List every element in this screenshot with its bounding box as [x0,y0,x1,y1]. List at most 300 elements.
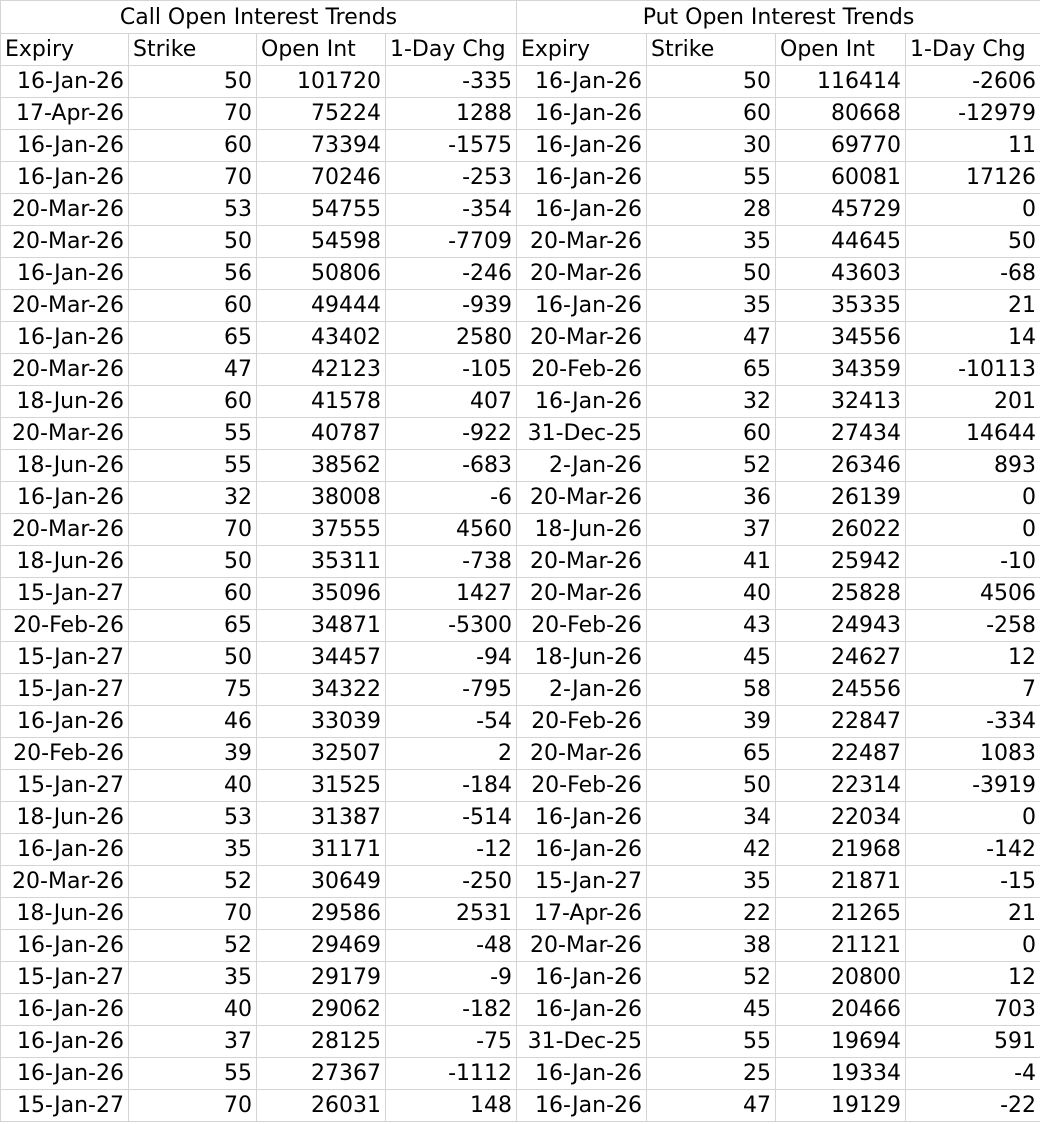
call-open-int-cell[interactable]: 34322 [257,674,386,706]
put-strike-cell[interactable]: 55 [647,162,776,194]
put-strike-cell[interactable]: 34 [647,802,776,834]
call-strike-cell[interactable]: 47 [129,354,257,386]
put-expiry-cell[interactable]: 16-Jan-26 [517,66,647,98]
call-strike-cell[interactable]: 32 [129,482,257,514]
call-strike-cell[interactable]: 65 [129,610,257,642]
put-open-int-cell[interactable]: 19694 [776,1026,906,1058]
call-expiry-cell[interactable]: 15-Jan-27 [1,674,129,706]
table-row [1,610,1040,642]
put-expiry-cell[interactable]: 16-Jan-26 [517,962,647,994]
put-expiry-header[interactable]: Expiry [517,34,647,66]
header-row [1,34,1040,66]
put-1day-chg-cell[interactable]: 17126 [906,162,1040,194]
put-expiry-cell[interactable]: 16-Jan-26 [517,98,647,130]
put-1day-chg-cell[interactable]: -15 [906,866,1040,898]
call-strike-cell[interactable]: 70 [129,98,257,130]
call-1day-chg-cell[interactable]: -335 [386,66,517,98]
table-row [1,66,1040,98]
put-open-int-cell[interactable]: 27434 [776,418,906,450]
put-1day-chg-cell[interactable]: -334 [906,706,1040,738]
put-open-int-cell[interactable]: 69770 [776,130,906,162]
call-open-int-cell[interactable]: 38562 [257,450,386,482]
call-1day-chg-cell[interactable]: -1575 [386,130,517,162]
call-strike-cell[interactable]: 60 [129,578,257,610]
call-open-int-cell[interactable]: 70246 [257,162,386,194]
call-open-int-cell[interactable]: 29062 [257,994,386,1026]
put-1day-chg-cell[interactable]: 7 [906,674,1040,706]
put-1day-chg-cell[interactable]: 1083 [906,738,1040,770]
call-1day-chg-cell[interactable]: 4560 [386,514,517,546]
put-1day-chg-cell[interactable]: -142 [906,834,1040,866]
call-strike-cell[interactable]: 35 [129,834,257,866]
table-row [1,642,1040,674]
call-strike-cell[interactable]: 70 [129,162,257,194]
put-expiry-cell[interactable]: 20-Feb-26 [517,770,647,802]
put-strike-cell[interactable]: 43 [647,610,776,642]
call-1day-chg-cell[interactable]: -54 [386,706,517,738]
call-1day-chg-cell[interactable]: -9 [386,962,517,994]
call-1day-chg-cell[interactable]: -939 [386,290,517,322]
call-open-int-cell[interactable]: 40787 [257,418,386,450]
put-open-int-cell[interactable]: 21871 [776,866,906,898]
put-open-int-cell[interactable]: 24556 [776,674,906,706]
put-strike-cell[interactable]: 25 [647,1058,776,1090]
call-expiry-cell[interactable]: 15-Jan-27 [1,770,129,802]
call-strike-cell[interactable]: 50 [129,642,257,674]
put-strike-cell[interactable]: 41 [647,546,776,578]
table-row [1,930,1040,962]
title-row [1,1,1040,34]
put-expiry-cell[interactable]: 18-Jun-26 [517,514,647,546]
put-expiry-cell[interactable]: 16-Jan-26 [517,834,647,866]
call-open-int-cell[interactable]: 34871 [257,610,386,642]
call-strike-cell[interactable]: 53 [129,194,257,226]
put-strike-cell[interactable]: 50 [647,258,776,290]
put-expiry-cell[interactable]: 20-Mar-26 [517,226,647,258]
put-strike-cell[interactable]: 65 [647,354,776,386]
call-expiry-cell[interactable]: 20-Mar-26 [1,514,129,546]
put-strike-cell[interactable]: 45 [647,642,776,674]
call-1day-chg-cell[interactable]: -250 [386,866,517,898]
put-open-int-cell[interactable]: 26022 [776,514,906,546]
table-row [1,162,1040,194]
put-open-int-cell[interactable]: 21121 [776,930,906,962]
table-row [1,418,1040,450]
call-1day-chg-header[interactable]: 1-Day Chg [386,34,517,66]
put-expiry-cell[interactable]: 20-Feb-26 [517,610,647,642]
call-expiry-cell[interactable]: 16-Jan-26 [1,834,129,866]
put-strike-cell[interactable]: 38 [647,930,776,962]
put-open-int-cell[interactable]: 24943 [776,610,906,642]
put-1day-chg-cell[interactable]: 50 [906,226,1040,258]
call-1day-chg-cell[interactable]: -354 [386,194,517,226]
call-expiry-cell[interactable]: 16-Jan-26 [1,930,129,962]
put-expiry-cell[interactable]: 20-Mar-26 [517,738,647,770]
put-strike-cell[interactable]: 58 [647,674,776,706]
call-open-int-cell[interactable]: 75224 [257,98,386,130]
table-row [1,898,1040,930]
put-strike-cell[interactable]: 36 [647,482,776,514]
put-expiry-cell[interactable]: 2-Jan-26 [517,450,647,482]
table-row [1,770,1040,802]
call-open-int-cell[interactable]: 101720 [257,66,386,98]
call-expiry-cell[interactable]: 16-Jan-26 [1,482,129,514]
call-expiry-cell[interactable]: 16-Jan-26 [1,706,129,738]
call-strike-cell[interactable]: 53 [129,802,257,834]
put-1day-chg-cell[interactable]: 0 [906,482,1040,514]
put-1day-chg-cell[interactable]: -10113 [906,354,1040,386]
put-strike-cell[interactable]: 47 [647,322,776,354]
call-1day-chg-cell[interactable]: -184 [386,770,517,802]
table-row [1,866,1040,898]
call-open-int-cell[interactable]: 27367 [257,1058,386,1090]
call-expiry-cell[interactable]: 16-Jan-26 [1,1026,129,1058]
call-1day-chg-cell[interactable]: -795 [386,674,517,706]
put-expiry-cell[interactable]: 31-Dec-25 [517,1026,647,1058]
call-1day-chg-cell[interactable]: 407 [386,386,517,418]
put-open-int-cell[interactable]: 43603 [776,258,906,290]
put-open-int-cell[interactable]: 22034 [776,802,906,834]
put-1day-chg-cell[interactable]: 0 [906,514,1040,546]
table-row [1,546,1040,578]
put-open-int-cell[interactable]: 20800 [776,962,906,994]
table-row [1,706,1040,738]
call-open-int-cell[interactable]: 43402 [257,322,386,354]
table-row [1,674,1040,706]
put-open-int-cell[interactable]: 44645 [776,226,906,258]
put-1day-chg-cell[interactable]: 0 [906,930,1040,962]
call-1day-chg-cell[interactable]: 1427 [386,578,517,610]
put-1day-chg-header[interactable]: 1-Day Chg [906,34,1040,66]
call-strike-cell[interactable]: 56 [129,258,257,290]
put-strike-cell[interactable]: 60 [647,418,776,450]
call-strike-cell[interactable]: 70 [129,1090,257,1122]
call-expiry-cell[interactable]: 20-Mar-26 [1,194,129,226]
table-row [1,1058,1040,1090]
put-open-int-cell[interactable]: 21968 [776,834,906,866]
call-1day-chg-cell[interactable]: -6 [386,482,517,514]
call-open-int-cell[interactable]: 32507 [257,738,386,770]
call-open-int-cell[interactable]: 35096 [257,578,386,610]
put-strike-cell[interactable]: 42 [647,834,776,866]
put-expiry-cell[interactable]: 16-Jan-26 [517,802,647,834]
put-strike-cell[interactable]: 39 [647,706,776,738]
call-expiry-cell[interactable]: 16-Jan-26 [1,130,129,162]
call-expiry-cell[interactable]: 20-Mar-26 [1,290,129,322]
put-open-int-cell[interactable]: 32413 [776,386,906,418]
put-expiry-cell[interactable]: 16-Jan-26 [517,162,647,194]
put-expiry-cell[interactable]: 20-Mar-26 [517,578,647,610]
call-1day-chg-cell[interactable]: -514 [386,802,517,834]
call-open-int-cell[interactable]: 41578 [257,386,386,418]
call-expiry-cell[interactable]: 18-Jun-26 [1,546,129,578]
call-expiry-cell[interactable]: 16-Jan-26 [1,66,129,98]
call-strike-cell[interactable]: 55 [129,450,257,482]
call-expiry-cell[interactable]: 18-Jun-26 [1,802,129,834]
put-1day-chg-cell[interactable]: 0 [906,194,1040,226]
call-open-int-cell[interactable]: 49444 [257,290,386,322]
call-strike-cell[interactable]: 52 [129,866,257,898]
table-row [1,802,1040,834]
put-1day-chg-cell[interactable]: 21 [906,898,1040,930]
call-strike-cell[interactable]: 60 [129,290,257,322]
call-strike-cell[interactable]: 40 [129,770,257,802]
put-1day-chg-cell[interactable]: 4506 [906,578,1040,610]
put-1day-chg-cell[interactable]: -4 [906,1058,1040,1090]
call-strike-cell[interactable]: 46 [129,706,257,738]
put-open-int-header[interactable]: Open Int [776,34,906,66]
call-expiry-cell[interactable]: 16-Jan-26 [1,1058,129,1090]
put-1day-chg-cell[interactable]: 12 [906,962,1040,994]
put-open-int-cell[interactable]: 19129 [776,1090,906,1122]
call-open-int-cell[interactable]: 50806 [257,258,386,290]
put-strike-cell[interactable]: 40 [647,578,776,610]
call-strike-cell[interactable]: 70 [129,514,257,546]
put-1day-chg-cell[interactable]: -12979 [906,98,1040,130]
put-expiry-cell[interactable]: 16-Jan-26 [517,1058,647,1090]
table-row [1,1026,1040,1058]
put-strike-cell[interactable]: 28 [647,194,776,226]
call-1day-chg-cell[interactable]: 1288 [386,98,517,130]
put-strike-cell[interactable]: 55 [647,1026,776,1058]
put-expiry-cell[interactable]: 20-Feb-26 [517,706,647,738]
table-row [1,578,1040,610]
put-1day-chg-cell[interactable]: -2606 [906,66,1040,98]
put-expiry-cell[interactable]: 16-Jan-26 [517,130,647,162]
call-open-int-cell[interactable]: 30649 [257,866,386,898]
call-strike-cell[interactable]: 50 [129,546,257,578]
call-1day-chg-cell[interactable]: -253 [386,162,517,194]
call-open-int-cell[interactable]: 54598 [257,226,386,258]
put-1day-chg-cell[interactable]: 14644 [906,418,1040,450]
put-open-int-cell[interactable]: 34556 [776,322,906,354]
call-expiry-cell[interactable]: 16-Jan-26 [1,994,129,1026]
put-1day-chg-cell[interactable]: 14 [906,322,1040,354]
call-1day-chg-cell[interactable]: 148 [386,1090,517,1122]
call-strike-cell[interactable]: 40 [129,994,257,1026]
call-open-int-cell[interactable]: 34457 [257,642,386,674]
call-expiry-cell[interactable]: 20-Mar-26 [1,418,129,450]
call-expiry-cell[interactable]: 16-Jan-26 [1,258,129,290]
call-open-int-cell[interactable]: 73394 [257,130,386,162]
table-row [1,738,1040,770]
call-1day-chg-cell[interactable]: -105 [386,354,517,386]
put-strike-cell[interactable]: 52 [647,962,776,994]
call-1day-chg-cell[interactable]: 2 [386,738,517,770]
put-1day-chg-cell[interactable]: 893 [906,450,1040,482]
call-expiry-cell[interactable]: 20-Feb-26 [1,738,129,770]
call-expiry-cell[interactable]: 16-Jan-26 [1,162,129,194]
put-strike-cell[interactable]: 30 [647,130,776,162]
put-open-int-cell[interactable]: 116414 [776,66,906,98]
put-strike-cell[interactable]: 47 [647,1090,776,1122]
call-expiry-cell[interactable]: 16-Jan-26 [1,322,129,354]
put-open-int-cell[interactable]: 60081 [776,162,906,194]
put-1day-chg-cell[interactable]: 703 [906,994,1040,1026]
put-1day-chg-cell[interactable]: 12 [906,642,1040,674]
put-strike-cell[interactable]: 37 [647,514,776,546]
put-1day-chg-cell[interactable]: -258 [906,610,1040,642]
call-expiry-cell[interactable]: 15-Jan-27 [1,1090,129,1122]
table-row [1,354,1040,386]
call-open-int-cell[interactable]: 35311 [257,546,386,578]
put-expiry-cell[interactable]: 16-Jan-26 [517,994,647,1026]
put-1day-chg-cell[interactable]: -68 [906,258,1040,290]
call-strike-cell[interactable]: 35 [129,962,257,994]
put-open-int-cell[interactable]: 26139 [776,482,906,514]
call-1day-chg-cell[interactable]: -738 [386,546,517,578]
call-1day-chg-cell[interactable]: -75 [386,1026,517,1058]
call-1day-chg-cell[interactable]: -48 [386,930,517,962]
call-expiry-cell[interactable]: 17-Apr-26 [1,98,129,130]
call-expiry-cell[interactable]: 20-Feb-26 [1,610,129,642]
call-expiry-cell[interactable]: 18-Jun-26 [1,386,129,418]
call-1day-chg-cell[interactable]: -922 [386,418,517,450]
put-open-int-cell[interactable]: 25828 [776,578,906,610]
call-1day-chg-cell[interactable]: -1112 [386,1058,517,1090]
call-open-int-cell[interactable]: 31387 [257,802,386,834]
put-expiry-cell[interactable]: 20-Mar-26 [517,258,647,290]
table-row [1,450,1040,482]
call-open-int-cell[interactable]: 29469 [257,930,386,962]
put-1day-chg-cell[interactable]: -10 [906,546,1040,578]
call-strike-cell[interactable]: 55 [129,1058,257,1090]
call-expiry-cell[interactable]: 20-Mar-26 [1,226,129,258]
put-open-int-cell[interactable]: 45729 [776,194,906,226]
call-open-int-cell[interactable]: 54755 [257,194,386,226]
put-open-int-cell[interactable]: 19334 [776,1058,906,1090]
put-expiry-cell[interactable]: 16-Jan-26 [517,1090,647,1122]
call-1day-chg-cell[interactable]: -683 [386,450,517,482]
call-strike-cell[interactable]: 52 [129,930,257,962]
put-1day-chg-cell[interactable]: 21 [906,290,1040,322]
call-open-int-cell[interactable]: 28125 [257,1026,386,1058]
put-open-int-cell[interactable]: 22847 [776,706,906,738]
put-strike-cell[interactable]: 52 [647,450,776,482]
call-expiry-cell[interactable]: 15-Jan-27 [1,962,129,994]
call-1day-chg-cell[interactable]: -182 [386,994,517,1026]
put-strike-cell[interactable]: 35 [647,866,776,898]
table-row [1,994,1040,1026]
put-1day-chg-cell[interactable]: -22 [906,1090,1040,1122]
put-strike-cell[interactable]: 35 [647,290,776,322]
put-strike-cell[interactable]: 45 [647,994,776,1026]
call-expiry-cell[interactable]: 20-Mar-26 [1,866,129,898]
call-1day-chg-cell[interactable]: -12 [386,834,517,866]
put-strike-cell[interactable]: 60 [647,98,776,130]
put-expiry-cell[interactable]: 15-Jan-27 [517,866,647,898]
put-open-int-cell[interactable]: 25942 [776,546,906,578]
put-expiry-cell[interactable]: 16-Jan-26 [517,290,647,322]
put-expiry-cell[interactable]: 20-Mar-26 [517,930,647,962]
put-strike-cell[interactable]: 22 [647,898,776,930]
put-expiry-cell[interactable]: 18-Jun-26 [517,642,647,674]
put-title-cell[interactable]: Put Open Interest Trends [517,1,1040,34]
call-open-int-cell[interactable]: 29179 [257,962,386,994]
put-open-int-cell[interactable]: 22487 [776,738,906,770]
put-open-int-cell[interactable]: 24627 [776,642,906,674]
call-expiry-cell[interactable]: 18-Jun-26 [1,898,129,930]
call-strike-cell[interactable]: 39 [129,738,257,770]
call-open-int-cell[interactable]: 37555 [257,514,386,546]
put-open-int-cell[interactable]: 35335 [776,290,906,322]
put-open-int-cell[interactable]: 34359 [776,354,906,386]
call-open-int-cell[interactable]: 38008 [257,482,386,514]
put-expiry-cell[interactable]: 31-Dec-25 [517,418,647,450]
table-row [1,226,1040,258]
call-strike-cell[interactable]: 55 [129,418,257,450]
put-1day-chg-cell[interactable]: 201 [906,386,1040,418]
call-strike-cell[interactable]: 37 [129,1026,257,1058]
call-strike-cell[interactable]: 75 [129,674,257,706]
call-1day-chg-cell[interactable]: -246 [386,258,517,290]
call-1day-chg-cell[interactable]: 2531 [386,898,517,930]
put-open-int-cell[interactable]: 80668 [776,98,906,130]
call-1day-chg-cell[interactable]: -7709 [386,226,517,258]
put-open-int-cell[interactable]: 20466 [776,994,906,1026]
call-expiry-header[interactable]: Expiry [1,34,129,66]
call-expiry-cell[interactable]: 20-Mar-26 [1,354,129,386]
call-open-int-cell[interactable]: 31525 [257,770,386,802]
call-open-int-cell[interactable]: 31171 [257,834,386,866]
call-strike-cell[interactable]: 65 [129,322,257,354]
put-strike-cell[interactable]: 65 [647,738,776,770]
put-expiry-cell[interactable]: 20-Mar-26 [517,322,647,354]
put-open-int-cell[interactable]: 22314 [776,770,906,802]
call-1day-chg-cell[interactable]: -5300 [386,610,517,642]
put-strike-cell[interactable]: 50 [647,66,776,98]
table-row [1,290,1040,322]
call-1day-chg-cell[interactable]: 2580 [386,322,517,354]
call-1day-chg-cell[interactable]: -94 [386,642,517,674]
call-strike-cell[interactable]: 50 [129,226,257,258]
call-strike-cell[interactable]: 60 [129,386,257,418]
call-expiry-cell[interactable]: 15-Jan-27 [1,642,129,674]
call-expiry-cell[interactable]: 18-Jun-26 [1,450,129,482]
call-open-int-header[interactable]: Open Int [257,34,386,66]
call-open-int-cell[interactable]: 29586 [257,898,386,930]
put-open-int-cell[interactable]: 21265 [776,898,906,930]
put-expiry-cell[interactable]: 20-Feb-26 [517,354,647,386]
put-expiry-cell[interactable]: 16-Jan-26 [517,194,647,226]
put-1day-chg-cell[interactable]: 11 [906,130,1040,162]
call-strike-cell[interactable]: 50 [129,66,257,98]
put-strike-cell[interactable]: 35 [647,226,776,258]
put-strike-cell[interactable]: 32 [647,386,776,418]
call-open-int-cell[interactable]: 26031 [257,1090,386,1122]
put-strike-cell[interactable]: 50 [647,770,776,802]
put-strike-header[interactable]: Strike [647,34,776,66]
put-expiry-cell[interactable]: 2-Jan-26 [517,674,647,706]
put-expiry-cell[interactable]: 16-Jan-26 [517,386,647,418]
put-1day-chg-cell[interactable]: 591 [906,1026,1040,1058]
call-open-int-cell[interactable]: 33039 [257,706,386,738]
call-strike-header[interactable]: Strike [129,34,257,66]
put-1day-chg-cell[interactable]: -3919 [906,770,1040,802]
call-title-cell[interactable]: Call Open Interest Trends [1,1,517,34]
call-expiry-cell[interactable]: 15-Jan-27 [1,578,129,610]
call-open-int-cell[interactable]: 42123 [257,354,386,386]
put-expiry-cell[interactable]: 17-Apr-26 [517,898,647,930]
put-expiry-cell[interactable]: 20-Mar-26 [517,482,647,514]
call-strike-cell[interactable]: 60 [129,130,257,162]
put-1day-chg-cell[interactable]: 0 [906,802,1040,834]
put-open-int-cell[interactable]: 26346 [776,450,906,482]
call-strike-cell[interactable]: 70 [129,898,257,930]
table-row [1,1090,1040,1122]
put-expiry-cell[interactable]: 20-Mar-26 [517,546,647,578]
table-row [1,322,1040,354]
